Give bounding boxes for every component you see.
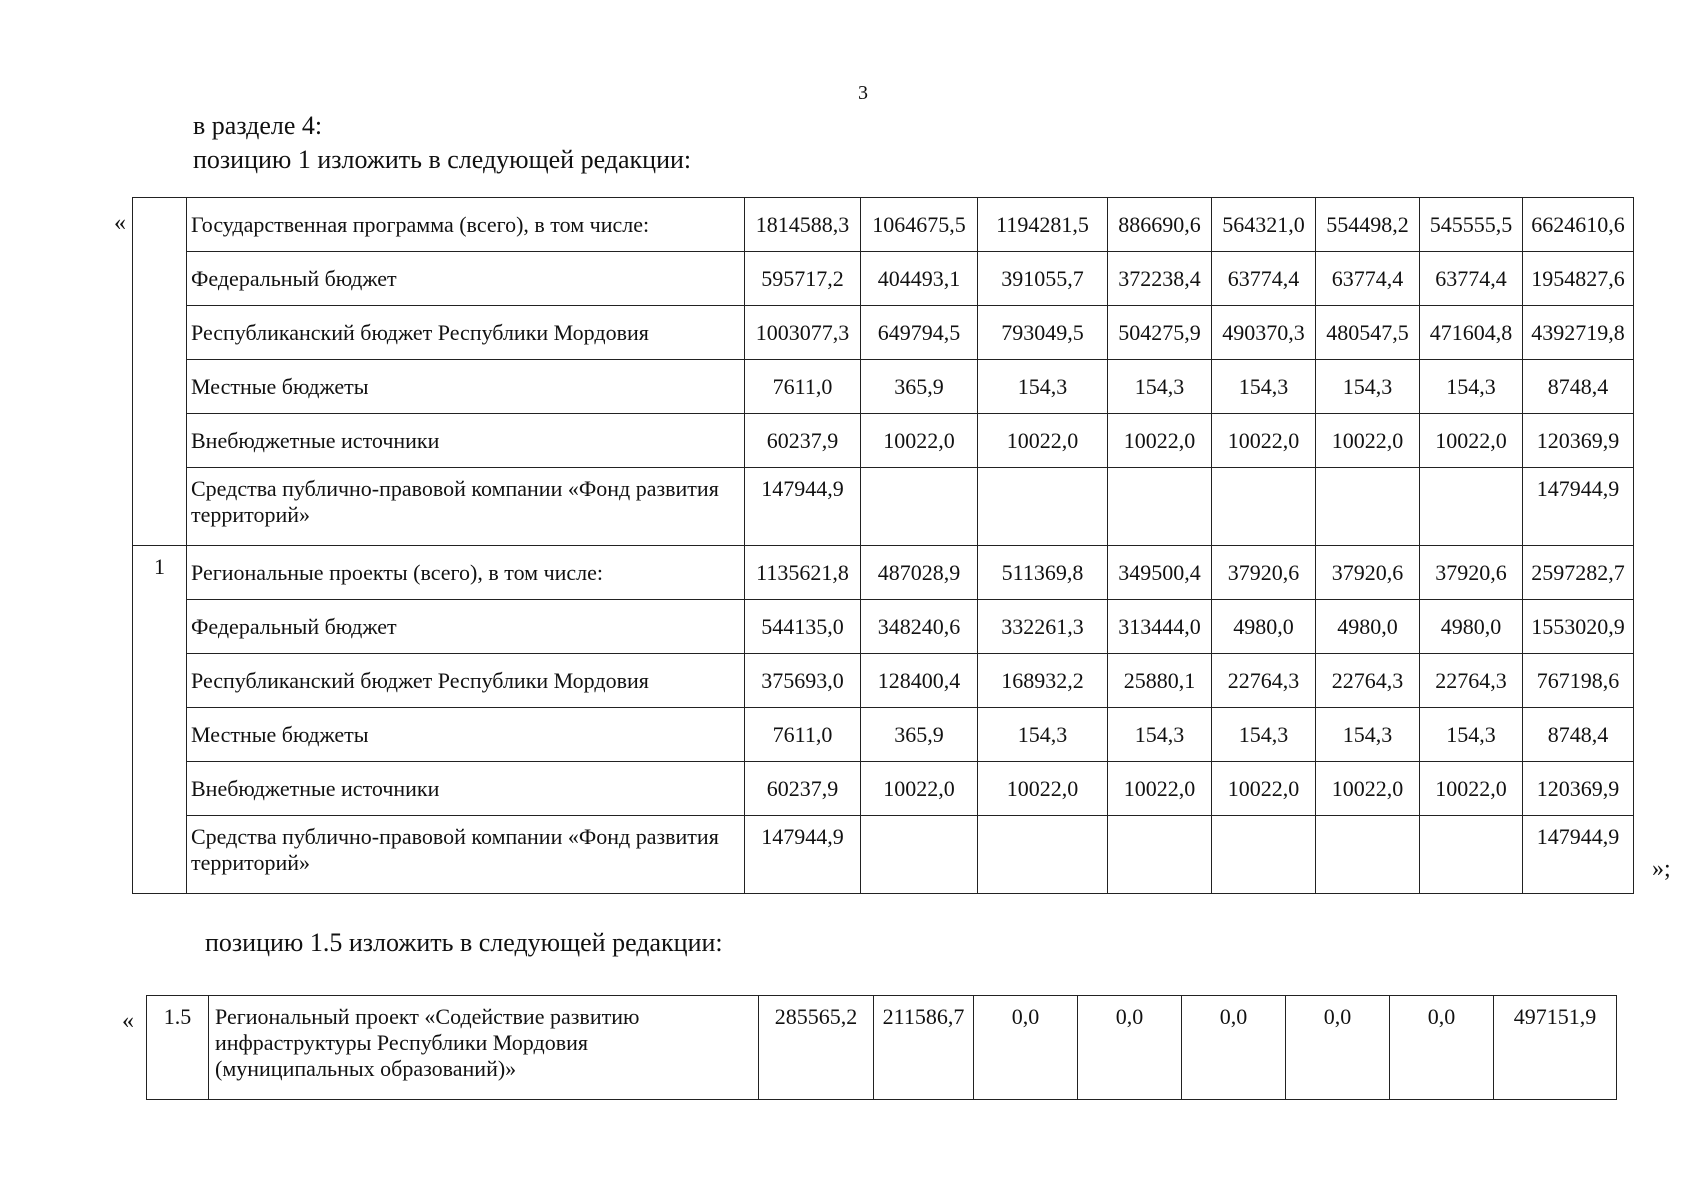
value-cell: 1954827,6 — [1523, 252, 1634, 306]
table-row — [133, 654, 1634, 708]
value-cell: 554498,2 — [1316, 198, 1420, 252]
value-cell: 120369,9 — [1523, 414, 1634, 468]
position-1-table — [132, 197, 1634, 894]
instruction-text: позицию 1.5 изложить в следующей редакции: — [205, 928, 723, 957]
value-cell: 10022,0 — [1212, 762, 1316, 816]
value-cell: 490370,3 — [1212, 306, 1316, 360]
row-label-cell: Республиканский бюджет Республики Мордовия — [187, 654, 745, 708]
value-cell: 649794,5 — [861, 306, 978, 360]
value-cell: 348240,6 — [861, 600, 978, 654]
value-cell: 4980,0 — [1316, 600, 1420, 654]
row-number-cell — [133, 198, 187, 546]
value-cell: 1553020,9 — [1523, 600, 1634, 654]
row-label-cell: Региональные проекты (всего), в том числе: — [187, 546, 745, 600]
page-number: 3 — [858, 82, 868, 104]
value-cell: 10022,0 — [978, 414, 1108, 468]
value-cell: 154,3 — [1316, 708, 1420, 762]
value-cell: 544135,0 — [745, 600, 861, 654]
table-row — [133, 252, 1634, 306]
value-cell: 10022,0 — [1316, 762, 1420, 816]
value-cell: 0,0 — [1078, 996, 1182, 1100]
table-row — [133, 414, 1634, 468]
value-cell: 147944,9 — [1523, 468, 1634, 546]
row-number-cell: 1 — [133, 546, 187, 894]
value-cell: 545555,5 — [1420, 198, 1523, 252]
value-cell: 147944,9 — [745, 468, 861, 546]
value-cell: 168932,2 — [978, 654, 1108, 708]
table-row — [147, 996, 1617, 1100]
table-row — [133, 468, 1634, 546]
value-cell: 886690,6 — [1108, 198, 1212, 252]
value-cell: 37920,6 — [1316, 546, 1420, 600]
value-cell: 63774,4 — [1212, 252, 1316, 306]
row-number-cell: 1.5 — [147, 996, 209, 1100]
value-cell: 10022,0 — [1212, 414, 1316, 468]
table-row — [133, 546, 1634, 600]
value-cell: 154,3 — [1108, 360, 1212, 414]
value-cell: 375693,0 — [745, 654, 861, 708]
row-label-cell: Региональный проект «Содействие развитию инфраструктуры Республики Мордовия (муниципальных образований)» — [209, 996, 759, 1100]
value-cell: 154,3 — [978, 708, 1108, 762]
value-cell — [1108, 468, 1212, 546]
value-cell: 7611,0 — [745, 360, 861, 414]
value-cell: 25880,1 — [1108, 654, 1212, 708]
value-cell: 147944,9 — [745, 816, 861, 894]
value-cell: 285565,2 — [759, 996, 874, 1100]
value-cell — [1108, 816, 1212, 894]
row-label-cell: Местные бюджеты — [187, 708, 745, 762]
value-cell: 4392719,8 — [1523, 306, 1634, 360]
value-cell: 37920,6 — [1420, 546, 1523, 600]
value-cell: 1814588,3 — [745, 198, 861, 252]
value-cell: 4980,0 — [1420, 600, 1523, 654]
value-cell: 10022,0 — [1108, 414, 1212, 468]
table-row — [133, 816, 1634, 894]
value-cell — [1420, 468, 1523, 546]
row-label-cell: Местные бюджеты — [187, 360, 745, 414]
value-cell: 6624610,6 — [1523, 198, 1634, 252]
value-cell: 154,3 — [1420, 360, 1523, 414]
value-cell: 37920,6 — [1212, 546, 1316, 600]
value-cell: 404493,1 — [861, 252, 978, 306]
value-cell — [978, 816, 1108, 894]
value-cell: 154,3 — [978, 360, 1108, 414]
value-cell: 154,3 — [1212, 360, 1316, 414]
section-heading: в разделе 4: — [193, 111, 323, 140]
row-label-cell: Средства публично-правовой компании «Фонд развития территорий» — [187, 816, 745, 894]
value-cell: 2597282,7 — [1523, 546, 1634, 600]
value-cell: 793049,5 — [978, 306, 1108, 360]
value-cell: 154,3 — [1108, 708, 1212, 762]
value-cell: 22764,3 — [1316, 654, 1420, 708]
row-label-cell: Федеральный бюджет — [187, 600, 745, 654]
value-cell — [1316, 468, 1420, 546]
value-cell: 511369,8 — [978, 546, 1108, 600]
value-cell: 1064675,5 — [861, 198, 978, 252]
value-cell — [861, 468, 978, 546]
value-cell — [978, 468, 1108, 546]
value-cell: 0,0 — [974, 996, 1078, 1100]
value-cell: 63774,4 — [1316, 252, 1420, 306]
value-cell: 0,0 — [1286, 996, 1390, 1100]
value-cell: 60237,9 — [745, 762, 861, 816]
value-cell: 564321,0 — [1212, 198, 1316, 252]
row-label-cell: Федеральный бюджет — [187, 252, 745, 306]
value-cell: 1194281,5 — [978, 198, 1108, 252]
value-cell: 10022,0 — [978, 762, 1108, 816]
closing-quote: »; — [1652, 856, 1671, 882]
value-cell: 391055,7 — [978, 252, 1108, 306]
row-label-cell: Средства публично-правовой компании «Фонд развития территорий» — [187, 468, 745, 546]
value-cell: 22764,3 — [1420, 654, 1523, 708]
value-cell: 10022,0 — [1420, 762, 1523, 816]
value-cell — [1212, 468, 1316, 546]
value-cell: 147944,9 — [1523, 816, 1634, 894]
value-cell: 10022,0 — [1108, 762, 1212, 816]
value-cell: 154,3 — [1316, 360, 1420, 414]
value-cell: 497151,9 — [1494, 996, 1617, 1100]
row-label-cell: Государственная программа (всего), в том числе: — [187, 198, 745, 252]
value-cell: 372238,4 — [1108, 252, 1212, 306]
value-cell: 480547,5 — [1316, 306, 1420, 360]
value-cell — [1420, 816, 1523, 894]
value-cell: 63774,4 — [1420, 252, 1523, 306]
value-cell: 313444,0 — [1108, 600, 1212, 654]
row-label-cell: Внебюджетные источники — [187, 762, 745, 816]
value-cell: 8748,4 — [1523, 708, 1634, 762]
table-row — [133, 306, 1634, 360]
value-cell — [861, 816, 978, 894]
value-cell: 7611,0 — [745, 708, 861, 762]
value-cell: 128400,4 — [861, 654, 978, 708]
value-cell: 10022,0 — [861, 762, 978, 816]
value-cell: 120369,9 — [1523, 762, 1634, 816]
value-cell: 767198,6 — [1523, 654, 1634, 708]
value-cell: 365,9 — [861, 360, 978, 414]
value-cell: 487028,9 — [861, 546, 978, 600]
value-cell: 0,0 — [1390, 996, 1494, 1100]
value-cell: 1135621,8 — [745, 546, 861, 600]
value-cell — [1316, 816, 1420, 894]
value-cell: 365,9 — [861, 708, 978, 762]
table-row — [133, 762, 1634, 816]
opening-quote: « — [114, 210, 126, 236]
instruction-text: позицию 1 изложить в следующей редакции: — [193, 145, 692, 174]
value-cell: 10022,0 — [1420, 414, 1523, 468]
value-cell: 10022,0 — [861, 414, 978, 468]
value-cell: 1003077,3 — [745, 306, 861, 360]
table-row — [133, 198, 1634, 252]
value-cell: 349500,4 — [1108, 546, 1212, 600]
value-cell: 0,0 — [1182, 996, 1286, 1100]
value-cell: 504275,9 — [1108, 306, 1212, 360]
opening-quote: « — [122, 1008, 134, 1034]
table-row — [133, 360, 1634, 414]
value-cell: 595717,2 — [745, 252, 861, 306]
value-cell — [1212, 816, 1316, 894]
value-cell: 471604,8 — [1420, 306, 1523, 360]
value-cell: 154,3 — [1420, 708, 1523, 762]
row-label-cell: Внебюджетные источники — [187, 414, 745, 468]
table-row — [133, 600, 1634, 654]
table-row — [133, 708, 1634, 762]
value-cell: 4980,0 — [1212, 600, 1316, 654]
value-cell: 60237,9 — [745, 414, 861, 468]
value-cell: 8748,4 — [1523, 360, 1634, 414]
value-cell: 10022,0 — [1316, 414, 1420, 468]
value-cell: 211586,7 — [874, 996, 974, 1100]
value-cell: 332261,3 — [978, 600, 1108, 654]
row-label-cell: Республиканский бюджет Республики Мордовия — [187, 306, 745, 360]
position-1-5-table — [146, 995, 1617, 1100]
value-cell: 22764,3 — [1212, 654, 1316, 708]
value-cell: 154,3 — [1212, 708, 1316, 762]
